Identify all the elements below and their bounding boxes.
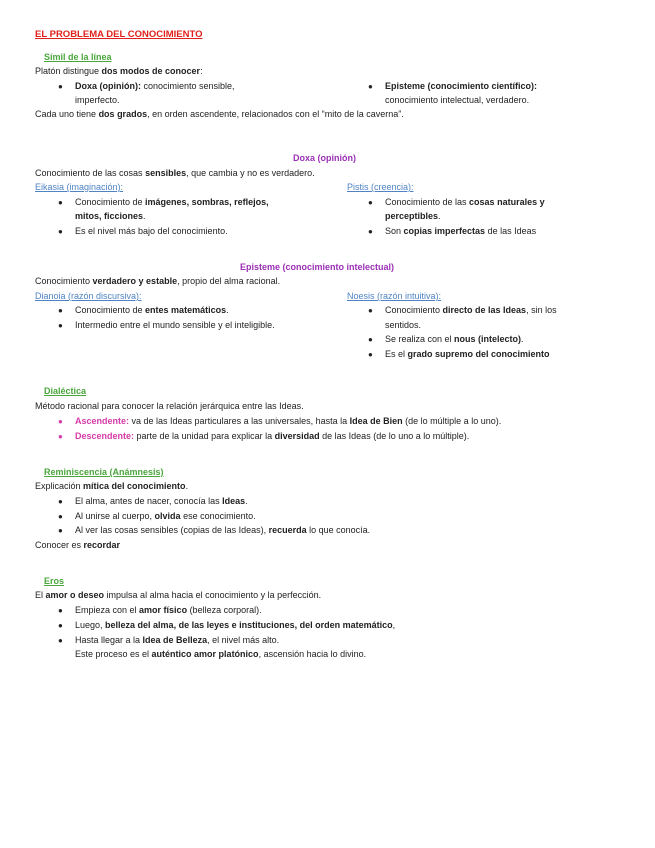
subheading-eikasia: Eikasia (imaginación):: [35, 182, 124, 192]
section-heading-reminiscencia: Reminiscencia (Anámnesis): [44, 467, 164, 477]
eros-item-2: Luego, belleza del alma, de las leyes e instituciones, del orden matemático,: [75, 620, 396, 630]
eros-item-3-line2: Este proceso es el auténtico amor platónico, ascensión hacia lo divino.: [75, 649, 367, 659]
bullet-icon: ●: [58, 227, 63, 236]
noesis-item-3: Es el grado supremo del conocimiento: [385, 349, 550, 359]
subheading-pistis: Pistis (creencia):: [347, 182, 414, 192]
bullet-icon: ●: [58, 621, 63, 630]
episteme-description: Conocimiento verdadero y estable, propio del alma racional.: [35, 276, 281, 286]
bullet-icon: ●: [58, 512, 63, 521]
bullet-icon: ●: [58, 497, 63, 506]
bullet-icon: ●: [58, 606, 63, 615]
section-heading-episteme: Episteme (conocimiento intelectual): [240, 262, 395, 272]
bullet-icon: ●: [58, 82, 63, 91]
noesis-item-2: Se realiza con el nous (intelecto).: [385, 334, 524, 344]
dianoia-item-2: Intermedio entre el mundo sensible y el inteligible.: [75, 320, 275, 330]
linea-doxa-item: Doxa (opinión): conocimiento sensible,: [75, 81, 235, 91]
eikasia-item-2: Es el nivel más bajo del conocimiento.: [75, 226, 228, 236]
dialectica-descendente: Descendente: parte de la unidad para explicar la diversidad de las Ideas (de lo uno a lo múltiple).: [75, 431, 470, 441]
bullet-icon: ●: [368, 350, 373, 359]
eros-description: El amor o deseo impulsa al alma hacia el conocimiento y la perfección.: [35, 590, 322, 600]
linea-episteme-item: Episteme (conocimiento científico):: [385, 81, 538, 91]
page-title: EL PROBLEMA DEL CONOCIMIENTO: [35, 29, 203, 40]
section-heading-eros: Eros: [44, 576, 65, 586]
bullet-icon: ●: [368, 198, 373, 207]
eros-item-3: Hasta llegar a la Idea de Belleza, el nivel más alto.: [75, 635, 280, 645]
pistis-item-2: Son copias imperfectas de las Ideas: [385, 226, 537, 236]
reminiscencia-item-1: El alma, antes de nacer, conocía las Ideas.: [75, 496, 248, 506]
reminiscencia-item-2: Al unirse al cuerpo, olvida ese conocimiento.: [75, 511, 256, 521]
eros-item-1: Empieza con el amor físico (belleza corporal).: [75, 605, 262, 615]
dialectica-ascendente: Ascendente: va de las Ideas particulares a las universales, hasta la Idea de Bien (de lo múltiple a lo uno).: [75, 416, 502, 426]
eikasia-item-1-line2: mitos, ficciones.: [75, 211, 146, 221]
reminiscencia-conclusion: Conocer es recordar: [35, 540, 121, 550]
noesis-item-1-line2: sentidos.: [385, 320, 422, 330]
pistis-item-1-line2: perceptibles.: [385, 211, 441, 221]
dianoia-item-1: Conocimiento de entes matemáticos.: [75, 305, 229, 315]
noesis-item-1: Conocimiento directo de las Ideas, sin los: [385, 305, 557, 315]
linea-doxa-item-line2: imperfecto.: [75, 95, 120, 105]
reminiscencia-item-3: Al ver las cosas sensibles (copias de las Ideas), recuerda lo que conocía.: [75, 525, 371, 535]
subheading-noesis: Noesis (razón intuitiva):: [347, 291, 442, 301]
bullet-icon: ●: [368, 335, 373, 344]
doxa-description: Conocimiento de las cosas sensibles, que cambia y no es verdadero.: [35, 168, 315, 178]
bullet-icon: ●: [368, 82, 373, 91]
linea-episteme-item-line2: conocimiento intelectual, verdadero.: [385, 95, 530, 105]
bullet-icon: ●: [58, 526, 63, 535]
section-heading-doxa: Doxa (opinión): [293, 153, 356, 163]
section-heading-dialectica: Dialéctica: [44, 386, 87, 396]
pistis-item-1: Conocimiento de las cosas naturales y: [385, 197, 545, 207]
bullet-icon: ●: [58, 321, 63, 330]
bullet-icon: ●: [58, 432, 63, 441]
eikasia-item-1: Conocimiento de imágenes, sombras, reflejos,: [75, 197, 269, 207]
bullet-icon: ●: [368, 306, 373, 315]
reminiscencia-description: Explicación mítica del conocimiento.: [35, 481, 189, 491]
bullet-icon: ●: [368, 227, 373, 236]
bullet-icon: ●: [58, 198, 63, 207]
bullet-icon: ●: [58, 306, 63, 315]
bullet-icon: ●: [58, 636, 63, 645]
subheading-dianoia: Dianoia (razón discursiva):: [35, 291, 142, 301]
linea-intro: Platón distingue dos modos de conocer:: [35, 66, 203, 76]
bullet-icon: ●: [58, 417, 63, 426]
dialectica-description: Método racional para conocer la relación jerárquica entre las Ideas.: [35, 401, 304, 411]
linea-grados: Cada uno tiene dos grados, en orden ascendente, relacionados con el “mito de la caverna”.: [35, 109, 404, 119]
section-heading-linea: Símil de la línea: [44, 52, 112, 62]
